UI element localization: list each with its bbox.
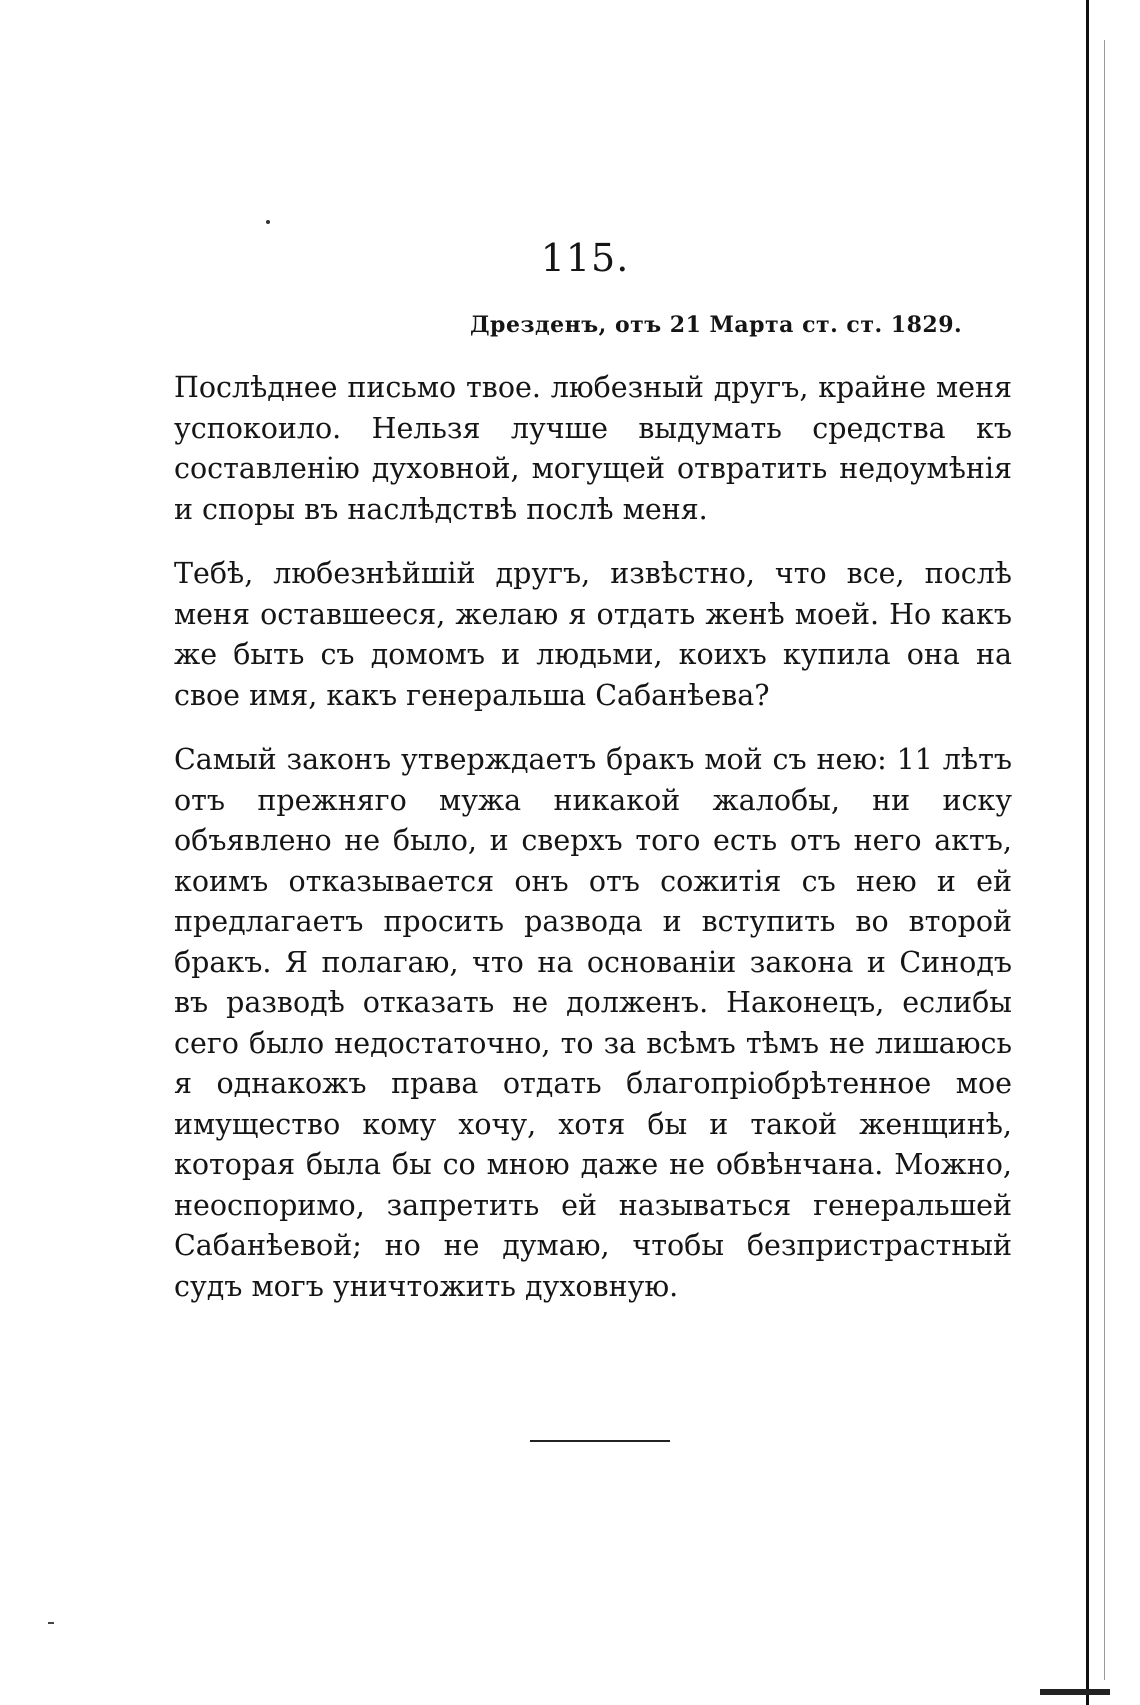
paragraph-3: Самый законъ утверждаетъ бракъ мой съ нею: 11 лѣтъ отъ прежняго мужа никакой жалобы, ни иску объявлено не было, и сверхъ того есть отъ него актъ, коимъ отказывается онъ отъ сожитія съ нею и ей предлагаетъ просить развода и вступить во второй бракъ. Я полагаю, что на основаніи закона и Синодъ въ разводѣ отказать не долженъ. Наконецъ, еслибы сего было недостаточно, то за всѣмъ тѣмъ не лишаюсь я однакожъ права отдать благопріобрѣтенное мое имущество кому хочу, хотя бы и такой женщинѣ, которая была бы со мною даже не обвѣнчана. Можно, неоспоримо, запретить ей называться генеральшей Сабанѣевой; но не думаю, чтобы безпристрастный судъ могъ уничтожить духовную. xyxy=(174,743,1012,1303)
end-of-letter-rule xyxy=(530,1440,670,1442)
letter-body xyxy=(174,368,1012,1331)
paragraph-1: Послѣднее письмо твое. любезный другъ, крайне меня успокоило. Нельзя лучше выдумать средства къ составленію духовной, могущей отвратить недоумѣнія и споры въ наслѣдствѣ послѣ меня. xyxy=(174,371,1012,526)
scan-smudge xyxy=(1040,1689,1110,1695)
binding-shadow-line xyxy=(1104,40,1105,1680)
letter-number: 115. xyxy=(540,236,630,280)
scan-mark xyxy=(48,1622,54,1624)
ink-speck xyxy=(266,220,270,224)
letter-dateline: Дрезденъ, отъ 21 Марта ст. ст. 1829. xyxy=(470,312,963,338)
paragraph-2: Тебѣ, любезнѣйшій другъ, извѣстно, что все, послѣ меня оставшееся, желаю я отдать женѣ моей. Но какъ же быть съ домомъ и людьми, коихъ купила она на свое имя, какъ генеральша Сабанѣева? xyxy=(174,557,1012,712)
